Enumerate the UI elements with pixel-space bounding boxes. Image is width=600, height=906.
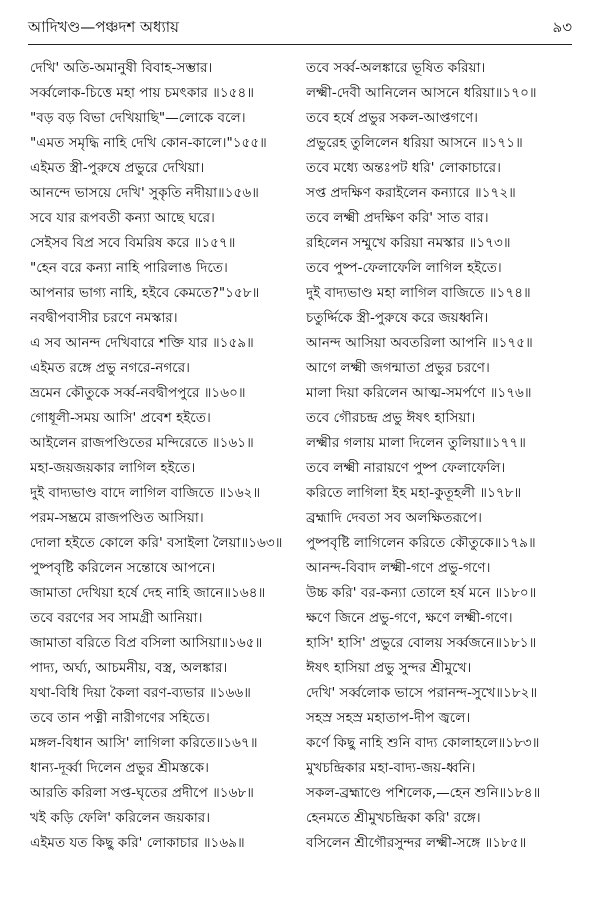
verse-line: সেইসব বিপ্র সবে বিমরিষ করে ॥১৫৭॥ bbox=[30, 235, 236, 251]
verse-line: মুখচন্দ্রিকার মহা-বাদ্য-জয়-ধ্বনি। bbox=[306, 760, 476, 776]
verse-line: সহস্র সহস্র মহাতাপ-দীপ জ্বলে। bbox=[306, 710, 471, 726]
verse-line: তবে লক্ষ্মী প্রদক্ষিণ করি' সাত বার। bbox=[306, 210, 489, 226]
verse-line: তবে লক্ষ্মী নারায়ণে পুষ্প ফেলাফেলি। bbox=[306, 460, 506, 476]
verse-line: প্রভুরেহ তুলিলেন ধরিয়া আসনে ॥১৭১॥ bbox=[306, 135, 523, 151]
verse-line: খই কড়ি ফেলি' করিলেন জয়কার। bbox=[30, 810, 211, 826]
page-header bbox=[28, 4, 572, 45]
verse-line: মঙ্গল-বিধান আসি' লাগিলা করিতে॥১৬৭॥ bbox=[30, 735, 258, 751]
verse-line: "হেন বরে কন্যা নাহি পারিলাঙ দিতে। bbox=[30, 260, 228, 276]
verse-line: ধান্য-দূর্ব্বা দিলেন প্রভুর শ্রীমস্তকে। bbox=[30, 760, 210, 776]
verse-line: তবে মধ্যে অন্তঃপট ধরি' লোকাচারে। bbox=[306, 160, 501, 176]
verse-line: ঈষৎ হাসিয়া প্রভু সুন্দর শ্রীমুখে। bbox=[306, 660, 472, 676]
verse-line: পুষ্পবৃষ্টি লাগিলেন করিতে কৌতুকে॥১৭৯॥ bbox=[306, 535, 536, 551]
verse-line: পুষ্পবৃষ্টি করিলেন সন্তোষে আপনে। bbox=[30, 560, 216, 576]
verse-line: করিতে লাগিলা ইহ মহা-কুতূহলী ॥১৭৮॥ bbox=[306, 485, 522, 501]
right-column bbox=[306, 56, 576, 856]
verse-line: আরতি করিলা সপ্ত-ঘৃতের প্রদীপে ॥১৬৮॥ bbox=[30, 785, 254, 801]
page-number: ৯৩ bbox=[552, 18, 572, 36]
verse-line: আইলেন রাজপণ্ডিতের মন্দিরেতে ॥১৬১॥ bbox=[30, 435, 254, 451]
verse-line: সপ্ত প্রদক্ষিণ করাইলেন কন্যারে ॥১৭২॥ bbox=[306, 185, 516, 201]
verse-line: কর্ণে কিছু নাহি শুনি বাদ্য কোলাহলে॥১৮৩॥ bbox=[306, 735, 540, 751]
verse-line: হাসি' হাসি' প্রভুরে বোলয় সর্ব্বজনে॥১৮১॥ bbox=[306, 635, 537, 651]
verse-line: জামাতা বরিতে বিপ্র বসিলা আসিয়া॥১৬৫॥ bbox=[30, 635, 263, 651]
verse-line: পরম-সম্ভ্রমে রাজপণ্ডিত আসিয়া। bbox=[30, 510, 204, 526]
left-column bbox=[30, 56, 300, 856]
verse-line: লক্ষ্মী-দেবী আনিলেন আসনে ধরিয়া॥১৭০॥ bbox=[306, 85, 537, 101]
verse-line: জামাতা দেখিয়া হর্ষে দেহ নাহি জানে॥১৬৪॥ bbox=[30, 585, 266, 601]
verse-line: ক্ষণে জিনে প্রভু-গণে, ক্ষণে লক্ষ্মী-গণে। bbox=[306, 610, 513, 626]
verse-line: এইমত স্ত্রী-পুরুষে প্রভুরে দেখিয়া। bbox=[30, 160, 205, 176]
verse-line: আনন্দ-বিবাদ লক্ষ্মী-গণে প্রভু-গণে। bbox=[306, 560, 491, 576]
verse-line: নবদ্বীপবাসীর চরণে নমস্কার। bbox=[30, 310, 178, 326]
verse-line: আনন্দে ভাসয়ে দেখি' সুকৃতি নদীয়া॥১৫৬॥ bbox=[30, 185, 259, 201]
verse-line: চতুর্দ্দিকে স্ত্রী-পুরুষে করে জয়ধ্বনি। bbox=[306, 310, 489, 326]
verse-line: দুই বাদ্যভাণ্ড বাদে লাগিল বাজিতে ॥১৬২॥ bbox=[30, 485, 261, 501]
verse-line: দেখি' সর্ব্বলোক ভাসে পরানন্দ-সুখে॥১৮২॥ bbox=[306, 685, 538, 701]
verse-line: দুই বাদ্যভাণ্ড মহা লাগিল বাজিতে ॥১৭৪॥ bbox=[306, 285, 531, 301]
verse-line: বসিলেন শ্রীগৌরসুন্দর লক্ষ্মী-সঙ্গে ॥১৮৫॥ bbox=[306, 835, 527, 851]
verse-line: তবে সর্ব্ব-অলঙ্কারে ভূষিত করিয়া। bbox=[306, 60, 486, 76]
verse-line: আগে লক্ষ্মী জগন্মাতা প্রভুর চরণে। bbox=[306, 360, 490, 376]
verse-line: মহা-জয়জয়কার লাগিল হইতে। bbox=[30, 460, 196, 476]
verse-line: উচ্চ করি' বর-কন্যা তোলে হর্ষ মনে ॥১৮০॥ bbox=[306, 585, 537, 601]
verse-line: "বড় বড় বিভা দেখিয়াছি"—লোকে বলে। bbox=[30, 110, 246, 126]
verse-line: দোলা হইতে কোলে করি' বসাইলা লৈয়া॥১৬৩॥ bbox=[30, 535, 283, 551]
verse-line: তবে গৌরচন্দ্র প্রভু ঈষৎ হাসিয়া। bbox=[306, 410, 476, 426]
verse-line: আপনার ভাগ্য নাহি, হইবে কেমতে?"১৫৮॥ bbox=[30, 285, 260, 301]
verse-line: এ সব আনন্দ দেখিবারে শক্তি যার ॥১৫৯॥ bbox=[30, 335, 254, 351]
verse-line: ব্রহ্মাদি দেবতা সব অলক্ষিতরূপে। bbox=[306, 510, 483, 526]
verse-line: আনন্দ আসিয়া অবতরিলা আপনি ॥১৭৫॥ bbox=[306, 335, 533, 351]
verse-line: তবে পুষ্প-ফেলাফেলি লাগিল হইতে। bbox=[306, 260, 502, 276]
verse-line: সকল-ব্রহ্মাণ্ডে পশিলেক,—হেন শুনি॥১৮৪॥ bbox=[306, 785, 541, 801]
verse-line: সবে যার রূপবতী কন্যা আছে ঘরে। bbox=[30, 210, 215, 226]
verse-line: হেনমতে শ্রীমুখচন্দ্রিকা করি' রঙ্গে। bbox=[306, 810, 481, 826]
verse-line: ভ্রমেন কৌতুকে সর্ব্ব-নবদ্বীপপুরে ॥১৬০॥ bbox=[30, 385, 246, 401]
verse-line: "এমত সমৃদ্ধি নাহি দেখি কোন-কালে।"১৫৫॥ bbox=[30, 135, 267, 151]
verse-line: গোধূলী-সময় আসি' প্রবেশ হইতে। bbox=[30, 410, 211, 426]
verse-line: লক্ষ্মীর গলায় মালা দিলেন তুলিয়া॥১৭৭॥ bbox=[306, 435, 526, 451]
verse-line: পাদ্য, অর্ঘ্য, আচমনীয়, বস্ত্র, অলঙ্কার। bbox=[30, 660, 228, 676]
verse-line: যথা-বিধি দিয়া কৈলা বরণ-ব্যভার ॥১৬৬॥ bbox=[30, 685, 251, 701]
running-title: আদিখণ্ড—পঞ্চদশ অধ্যায় bbox=[28, 18, 179, 36]
verse-line: এইমত যত কিছু করি' লোকাচার ॥১৬৯॥ bbox=[30, 835, 245, 851]
verse-line: দেখি' অতি-অমানুষী বিবাহ-সম্ভার। bbox=[30, 60, 213, 76]
verse-line: মালা দিয়া করিলেন আত্ম-সমর্পণে ॥১৭৬॥ bbox=[306, 385, 532, 401]
verse-line: তবে হর্ষে প্রভুর সকল-আপ্তগণে। bbox=[306, 110, 479, 126]
verse-line: তবে তান পত্নী নারীগণের সহিতে। bbox=[30, 710, 210, 726]
verse-line: রহিলেন সম্মুখে করিয়া নমস্কার ॥১৭৩॥ bbox=[306, 235, 511, 251]
verse-line: সর্ব্বলোক-চিত্তে মহা পায় চমৎকার ॥১৫৪॥ bbox=[30, 85, 255, 101]
verse-line: তবে বরণের সব সামগ্রী আনিয়া। bbox=[30, 610, 203, 626]
verse-line: এইমত রঙ্গে প্রভু নগরে-নগরে। bbox=[30, 360, 191, 376]
